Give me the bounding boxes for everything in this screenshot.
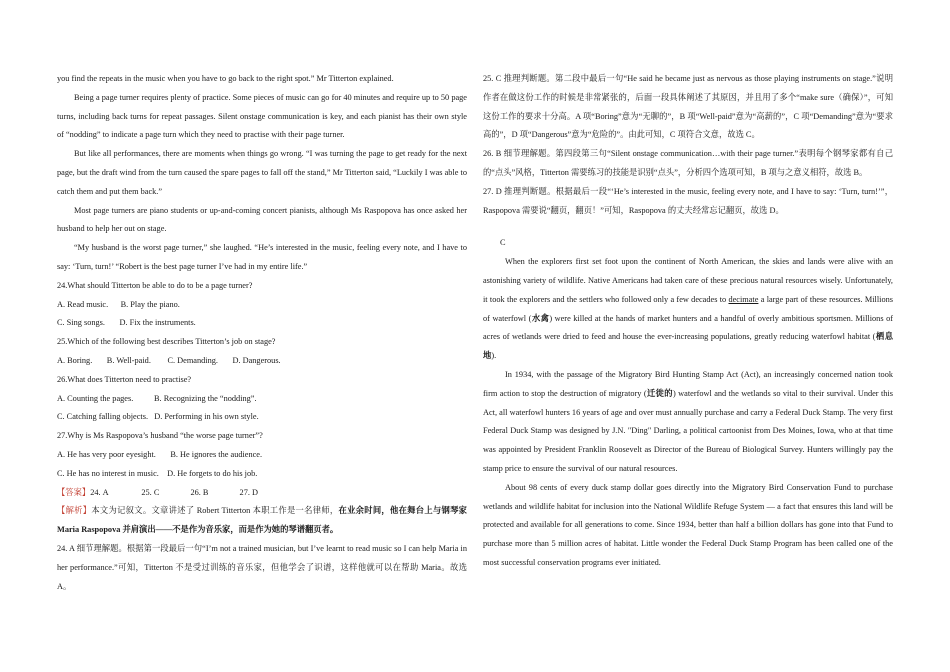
- question-24-options-1: A. Read music. B. Play the piano.: [57, 299, 180, 309]
- passage-c-paragraph-2: [483, 366, 893, 479]
- question-27-options-1: A. He has very poor eyesight. B. He ignores the audience.: [57, 449, 263, 459]
- explanation-25: 25. C 推理判断题。第二段中最后一句“He said he became just as nervous as those playing instruments on stage.”说明作者在做这份工作的时候是非常紧张的，后面一段具体阐述了其原因，并且用了多个“make sure（确保）”，可知这份工作的要求十分高。A 项“Boring”意为“无聊的”，B 项“Well-paid”意为“高薪的”，C 项“Demanding”意为“要求高的”，D 项“Dangerous”意为“危险的”。由此可知，C 项符合文意，故选 C。: [483, 74, 893, 140]
- text-run: When the explorers first set foot upon the continent of North American, the skies and lands were alive with an astonishing variety of wildlife. Native Americans had taken care of these precious natural resources wisely. Unfortunately, it took the explorers and the settlers who followed only a few decades to: [483, 257, 893, 304]
- explanation-26: 26. B 细节理解题。第四段第三句“Silent onstage communication…with their page turner.”表明每个钢琴家都有自己的“点头”风格，Titterton 需要练习的技能是识别“点头”，分析四个选项可知，B 项与之意义相符，故选 B。: [483, 149, 893, 177]
- right-column: [483, 70, 893, 573]
- underlined-word: decimate: [728, 294, 759, 304]
- passage-paragraph: “My husband is the worst page turner,” she laughed. “He’s interested in the music, feeling every note, and I have to say: ‘Turn, turn!’ “Robert is the best page turner I’ve had in my entire life.”: [57, 243, 467, 271]
- question-24-options-2: C. Sing songs. D. Fix the instruments.: [57, 318, 196, 328]
- question-26: 26.What does Titterton need to practise?: [57, 374, 192, 384]
- text-run: ) were killed at the hands of market hunters and a handful of overly ambitious sportsmen. Millions of acres of wetlands were dried to feed and house the ever-increasing populations, greatly reducing waterfowl habitat (: [483, 313, 893, 342]
- question-27: 27.Why is Ms Raspopova’s husband “the worse page turner”?: [57, 431, 263, 441]
- question-24: 24.What should Titterton be able to do to be a page turner?: [57, 280, 253, 290]
- analysis-bold-text: 在业余时间，他在舞台上与钢琴家 Maria Raspopova 并肩演出——不是作为音乐家，而是作为她的琴谱翻页者。: [57, 506, 467, 535]
- text-run: ).: [491, 351, 497, 361]
- question-26-options-2: C. Catching falling objects. D. Performing in his own style.: [57, 412, 259, 422]
- section-heading: C: [500, 238, 506, 248]
- explanation-27: 27. D 推理判断题。根据最后一段“‘He’s interested in the music, feeling every note, and I have to say: ‘Turn, turn!’”，Raspopova 需要说“翻页，翻页！”可知，Raspopova 的丈夫经常忘记翻页，故选 D。: [483, 186, 893, 215]
- answer-tag: 【答案】: [57, 487, 91, 497]
- text-run: In 1934, with the passage of the Migratory Bird Hunting Stamp Act (Act), an increasingly concerned nation took firm action to stop the destruction of migratory (: [483, 369, 893, 398]
- question-26-options-1: A. Counting the pages. B. Recognizing the “nodding”.: [57, 393, 257, 403]
- explanation-24: 24. A 细节理解题。根据第一段最后一句“I’m not a trained musician, but I’ve learnt to read music so I can help Maria in her performance.”可知，Titterton 不是受过训练的音乐家，但他学会了识谱，这样他就可以在帮助 Maria。故选 A。: [57, 543, 467, 591]
- text-run: ) waterfowl and the wetlands so vital to their survival. Under this Act, all waterfowl hunters 16 years of age and over must annually purchase and carry a Federal Duck Stamp. The very first Federal Duck Stamp was designed by J.N. "Ding" Darling, a political cartoonist from Des Moines, Iowa, who at that time was appointed by President Franklin Roosevelt as Director of the Bureau of Biological Survey. Hunters willingly pay the stamp price to ensure the survival of our natural resources.: [483, 388, 893, 473]
- passage-paragraph: Most page turners are piano students or up-and-coming concert pianists, although Ms Raspopova has once asked her husband to help her out on stage.: [57, 205, 467, 234]
- text-run: a large part of these resources. Millions of waterfowl (: [483, 294, 893, 323]
- passage-c-paragraph-3: About 98 cents of every duck stamp dollar goes directly into the Migratory Bird Conservation Fund to purchase wetlands and wildlife habitat for inclusion into the National Wildlife Refuge System — a fact that ensures this land will be protected and available for all generations to come. Since 1934, better than half a billion dollars has gone into that Fund to purchase more than 5 million acres of habitat. Little wonder the Federal Duck Stamp Program has been called one of the most successful conservation programs ever initiated.: [483, 482, 893, 567]
- passage-paragraph: Being a page turner requires plenty of practice. Some pieces of music can go for 40 minutes and require up to 50 page turns, including back turns for repeat passages. Silent onstage communication is key, and each pianist has their own style of “nodding” to indicate a page turn which they need to practise with their page turner.: [57, 92, 467, 140]
- passage-paragraph: you find the repeats in the music when you have to go back to the right spot.” Mr Titterton explained.: [57, 74, 394, 83]
- answer-values: 24. A 25. C 26. B 27. D: [90, 487, 258, 497]
- gloss: 水禽: [531, 313, 550, 323]
- gloss: 栖息地: [483, 332, 893, 361]
- passage-paragraph: But like all performances, there are moments when things go wrong. “I was turning the page to get ready for the next page, but the draft wind from the turn caused the spare pages to fall off the stand,” Mr Titterton said, “Luckily I was able to catch them and put them back.”: [57, 149, 467, 196]
- passage-c-paragraph-1: [483, 253, 893, 366]
- gloss: 迁徙的: [646, 388, 673, 398]
- analysis: [57, 502, 467, 540]
- analysis-tag: 【解析】: [57, 506, 92, 516]
- question-27-options-2: C. He has no interest in music. D. He forgets to do his job.: [57, 468, 258, 478]
- analysis-text: 本文为记叙文。文章讲述了 Robert Titterton 本职工作是一名律师，: [91, 506, 339, 516]
- answer-key: [57, 484, 467, 503]
- left-column: [57, 70, 467, 596]
- question-25-options: A. Boring. B. Well-paid. C. Demanding. D. Dangerous.: [57, 355, 281, 365]
- question-25: 25.Which of the following best describes Titterton’s job on stage?: [57, 337, 276, 347]
